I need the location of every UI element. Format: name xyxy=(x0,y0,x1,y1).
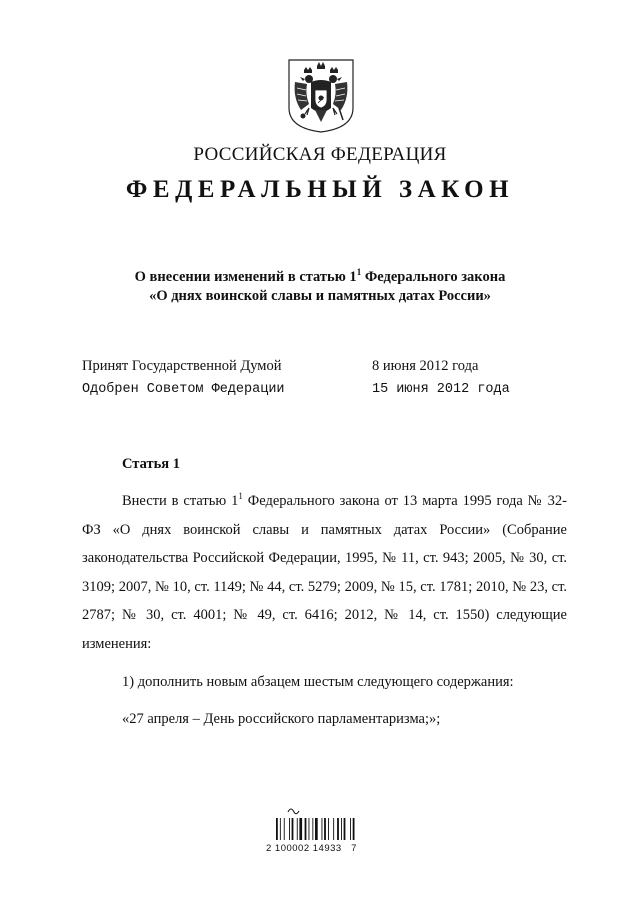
article-item-1: 1) дополнить новым абзацем шестым следующего содержания: xyxy=(122,673,514,690)
article-heading: Статья 1 xyxy=(122,456,180,472)
barcode-block xyxy=(266,806,376,856)
coat-of-arms-icon xyxy=(287,58,355,134)
duma-date: 8 июня 2012 года xyxy=(372,358,479,374)
council-label: Одобрен Советом Федерации xyxy=(82,382,285,397)
article-body xyxy=(82,487,567,734)
document-type: ФЕДЕРАЛЬНЫЙ ЗАКОН xyxy=(125,176,515,203)
duma-label: Принят Государственной Думой xyxy=(82,358,282,374)
article-paragraph-1: Внести в статью $1^1$ Федерального закона от 13 марта 1995 года № 32-ФЗ «О днях воинской славы и памятных датах России» (Собрание законодательства Российской Федерации, 1995, № 11, ст. 943; 2005, № 30, ст. 3109; 2007, № 10, ст. 1149; № 44, ст. 5279; 2009, № 15, ст. 1781; 2010, № 23, ст. 2787; № 30, ст. 4001; № 49, ст. 6416; 2012, № 14, ст. 1550) следующие изменения: xyxy=(82,491,567,652)
barcode-number: 2 100002 14933 7 xyxy=(266,843,357,854)
country-name: РОССИЙСКАЯ ФЕДЕРАЦИЯ xyxy=(193,144,447,165)
article-quote-1: «27 апреля – День российского парламентаризма;»; xyxy=(122,711,441,728)
law-title-line-2: «О днях воинской славы и памятных датах России» xyxy=(149,288,491,304)
law-title-line-1: О внесении изменений в статью $1^1$ Федерального закона xyxy=(134,267,506,285)
law-title xyxy=(0,268,640,306)
barcode-icon xyxy=(276,806,366,842)
council-date: 15 июня 2012 года xyxy=(372,382,510,397)
